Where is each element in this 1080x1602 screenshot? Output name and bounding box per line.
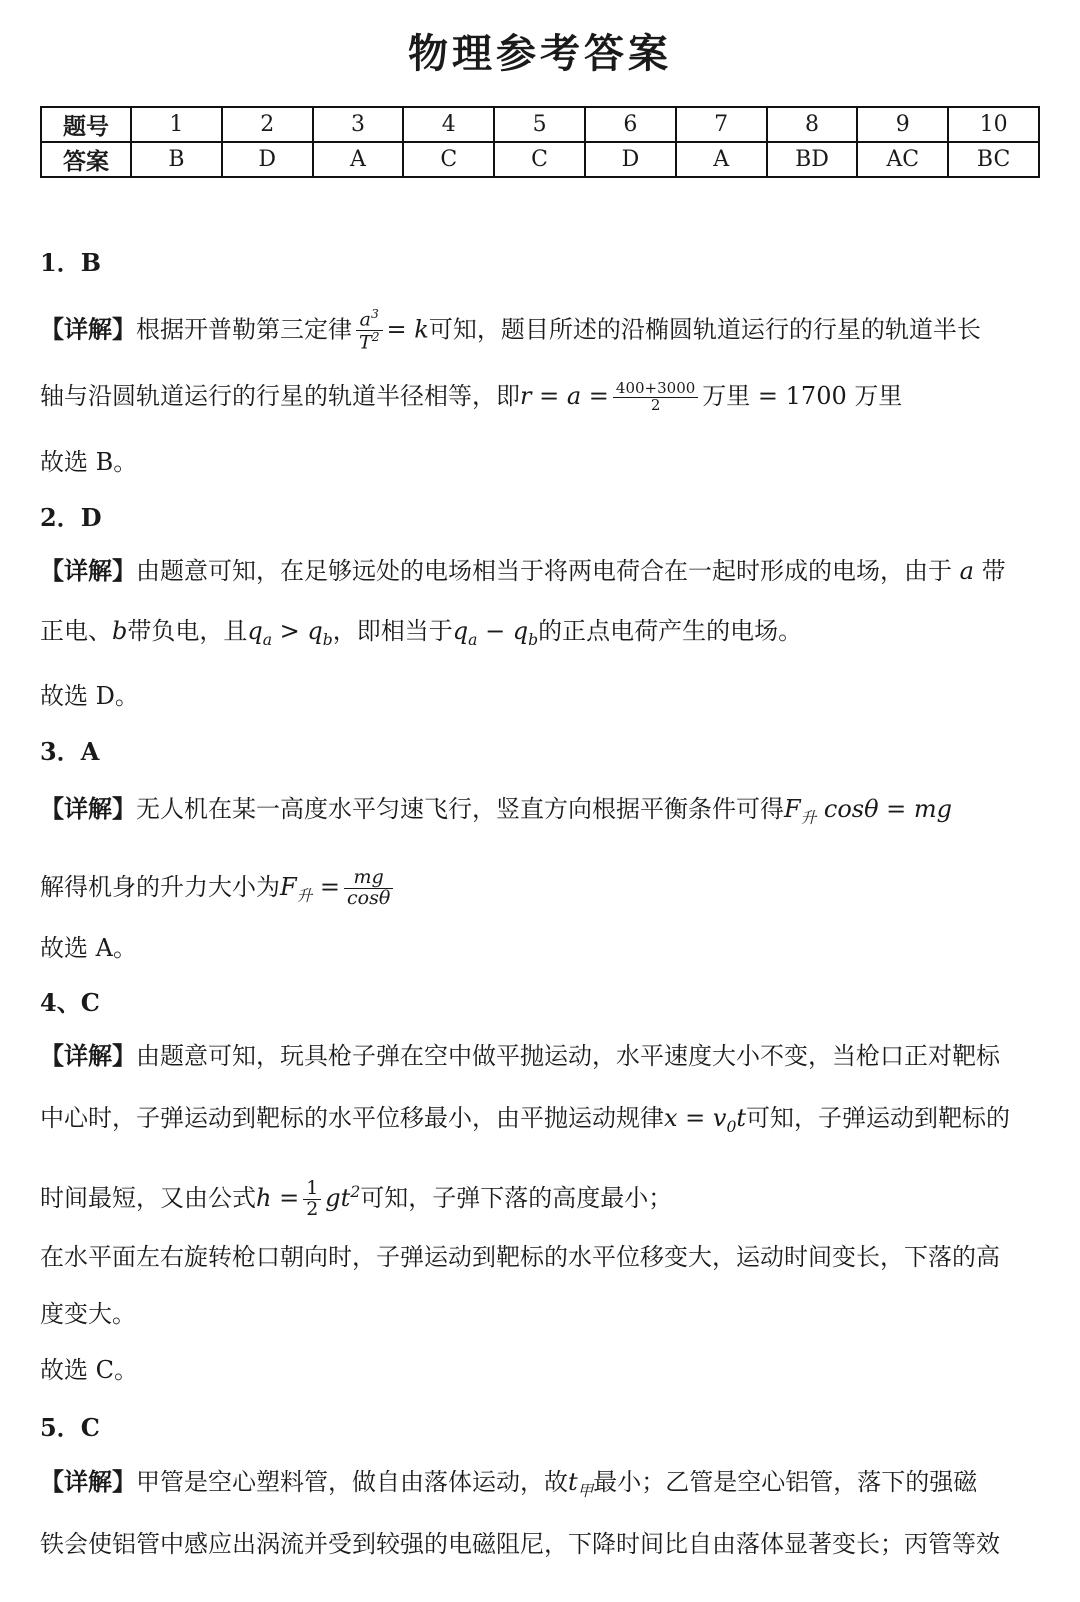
q2-conclusion: 故选 D。 — [40, 682, 139, 710]
q2-text: 正电、 — [40, 617, 112, 645]
q2-text: ，即相当于 — [332, 617, 453, 645]
detail-label: 【详解】 — [40, 1467, 136, 1496]
formula-inline: a — [952, 557, 982, 585]
q4-line-2 — [40, 1102, 1010, 1143]
question-number-cell: 3 — [313, 107, 404, 142]
q1-heading: 1．B — [40, 248, 101, 277]
answer-table — [40, 106, 1040, 178]
q2-heading: 2．D — [40, 503, 102, 532]
q1-text: 可知，题目所述的沿椭圆轨道运行的行星的轨道半长 — [428, 315, 981, 344]
q4-line-5: 度变大。 — [40, 1300, 136, 1328]
q1-line-2: 轴与沿圆轨道运行的行星的轨道半径相等，即r = a = $\frac{400+3000}{2}$ 万里 = 1700 万里 — [40, 379, 903, 414]
question-number-cell: 2 — [222, 107, 313, 142]
q5-text: 最小；乙管是空心铝管，落下的强磁 — [593, 1468, 978, 1496]
number-header-cell: 题号 — [41, 107, 131, 142]
q4-line-4: 在水平面左右旋转枪口朝向时，子弹运动到靶标的水平位移变大，运动时间变长，下落的高 — [40, 1243, 1000, 1271]
question-number-cell: 5 — [494, 107, 585, 142]
formula-inline: $F_升$ = — [280, 872, 340, 905]
q2-text: 的正点电荷产生的电场。 — [538, 617, 803, 645]
answer-cell: D — [222, 142, 313, 177]
q1-text: 万里 = 1700 万里 — [702, 382, 903, 410]
q3-heading: 3．A — [40, 737, 100, 766]
question-number-cell: 7 — [676, 107, 767, 142]
question-number-cell: 8 — [767, 107, 858, 142]
answer-cell: B — [131, 142, 222, 177]
q1-text: 根据开普勒第三定律 — [136, 315, 352, 344]
q3-text: 解得机身的升力大小为 — [40, 872, 280, 901]
detail-label: 【详解】 — [40, 556, 136, 585]
charge-inequality: $q_a > q_b$ — [247, 617, 333, 649]
answer-cell: BC — [948, 142, 1039, 177]
q4-line-3 — [40, 1176, 672, 1220]
half-fraction: $\frac{1}{2}$ — [303, 1179, 321, 1220]
answer-cell: C — [494, 142, 585, 177]
kepler-formula: $\frac{a^3}{T^2}$ — [356, 308, 383, 354]
question-number-cell: 6 — [585, 107, 676, 142]
formula-inline: $gt^2$ — [325, 1183, 361, 1212]
answer-header-cell: 答案 — [41, 142, 131, 177]
detail-label: 【详解】 — [40, 1041, 136, 1070]
force-balance-formula: $F_升$ cosθ = mg — [784, 795, 953, 827]
q3-text: 无人机在某一高度水平匀速飞行，竖直方向根据平衡条件可得 — [136, 795, 784, 823]
detail-label: 【详解】 — [40, 794, 136, 823]
q4-text: 中心时，子弹运动到靶标的水平位移最小，由平抛运动规律 — [40, 1104, 664, 1132]
q4-conclusion: 故选 C。 — [40, 1356, 138, 1384]
q2-text: 带 — [981, 557, 1006, 585]
answer-table-number-row — [41, 107, 1039, 142]
q3-line-1 — [40, 793, 952, 834]
q5-line-2: 铁会使铝管中感应出涡流并受到较强的电磁阻尼，下降时间比自由落体显著变长；丙管等效 — [40, 1530, 1000, 1558]
lift-fraction: $\frac{mg}{\cos\theta}$ — [344, 868, 393, 909]
formula-inline: a — [566, 382, 582, 410]
page-title: 物理参考答案 — [408, 30, 672, 77]
q3-line-2 — [40, 868, 397, 912]
formula-inline: $x = v_0t$ — [664, 1104, 747, 1136]
question-number-cell: 9 — [857, 107, 948, 142]
charge-difference: $q_a - q_b$ — [452, 617, 539, 649]
q2-text: 由题意可知，在足够远处的电场相当于将两电荷合在一起时形成的电场，由于 — [136, 557, 952, 585]
q4-text: 由题意可知，玩具枪子弹在空中做平抛运动，水平速度大小不变，当枪口正对靶标 — [136, 1042, 1000, 1070]
answer-table-answer-row — [41, 142, 1039, 177]
formula-inline: $t_甲$ — [568, 1468, 594, 1500]
answer-cell: AC — [857, 142, 948, 177]
answer-cell: D — [585, 142, 676, 177]
q3-conclusion: 故选 A。 — [40, 934, 137, 962]
answer-cell: A — [676, 142, 767, 177]
q4-text: 可知，子弹下落的高度最小； — [360, 1184, 673, 1212]
q2-line-2 — [40, 615, 802, 656]
formula-rhs: = k — [386, 315, 429, 344]
q4-heading: 4、C — [40, 988, 100, 1017]
radius-fraction: $\frac{400+3000}{2}$ — [613, 381, 698, 414]
q4-text: 可知，子弹运动到靶标的 — [746, 1104, 1011, 1132]
q1-conclusion: 故选 B。 — [40, 448, 138, 476]
q5-heading: 5．C — [40, 1413, 100, 1442]
q1-line-1 — [40, 308, 981, 354]
formula-inline: h = — [256, 1184, 300, 1212]
question-number-cell: 4 — [403, 107, 494, 142]
q1-text: 轴与沿圆轨道运行的行星的轨道半径相等，即 — [40, 382, 520, 410]
q4-text: 时间最短，又由公式 — [40, 1184, 256, 1212]
formula-inline: b — [112, 617, 128, 645]
detail-label: 【详解】 — [40, 314, 136, 344]
q5-text: 甲管是空心塑料管，做自由落体运动，故 — [136, 1468, 568, 1496]
question-number-cell: 10 — [948, 107, 1039, 142]
question-number-cell: 1 — [131, 107, 222, 142]
answer-cell: A — [313, 142, 404, 177]
q2-text: 带负电，且 — [127, 617, 248, 645]
q4-line-1 — [40, 1040, 1000, 1072]
formula-inline: r — [520, 382, 532, 410]
q5-line-1 — [40, 1466, 977, 1507]
q2-line-1 — [40, 555, 1006, 587]
answer-cell: BD — [767, 142, 858, 177]
answer-cell: C — [403, 142, 494, 177]
